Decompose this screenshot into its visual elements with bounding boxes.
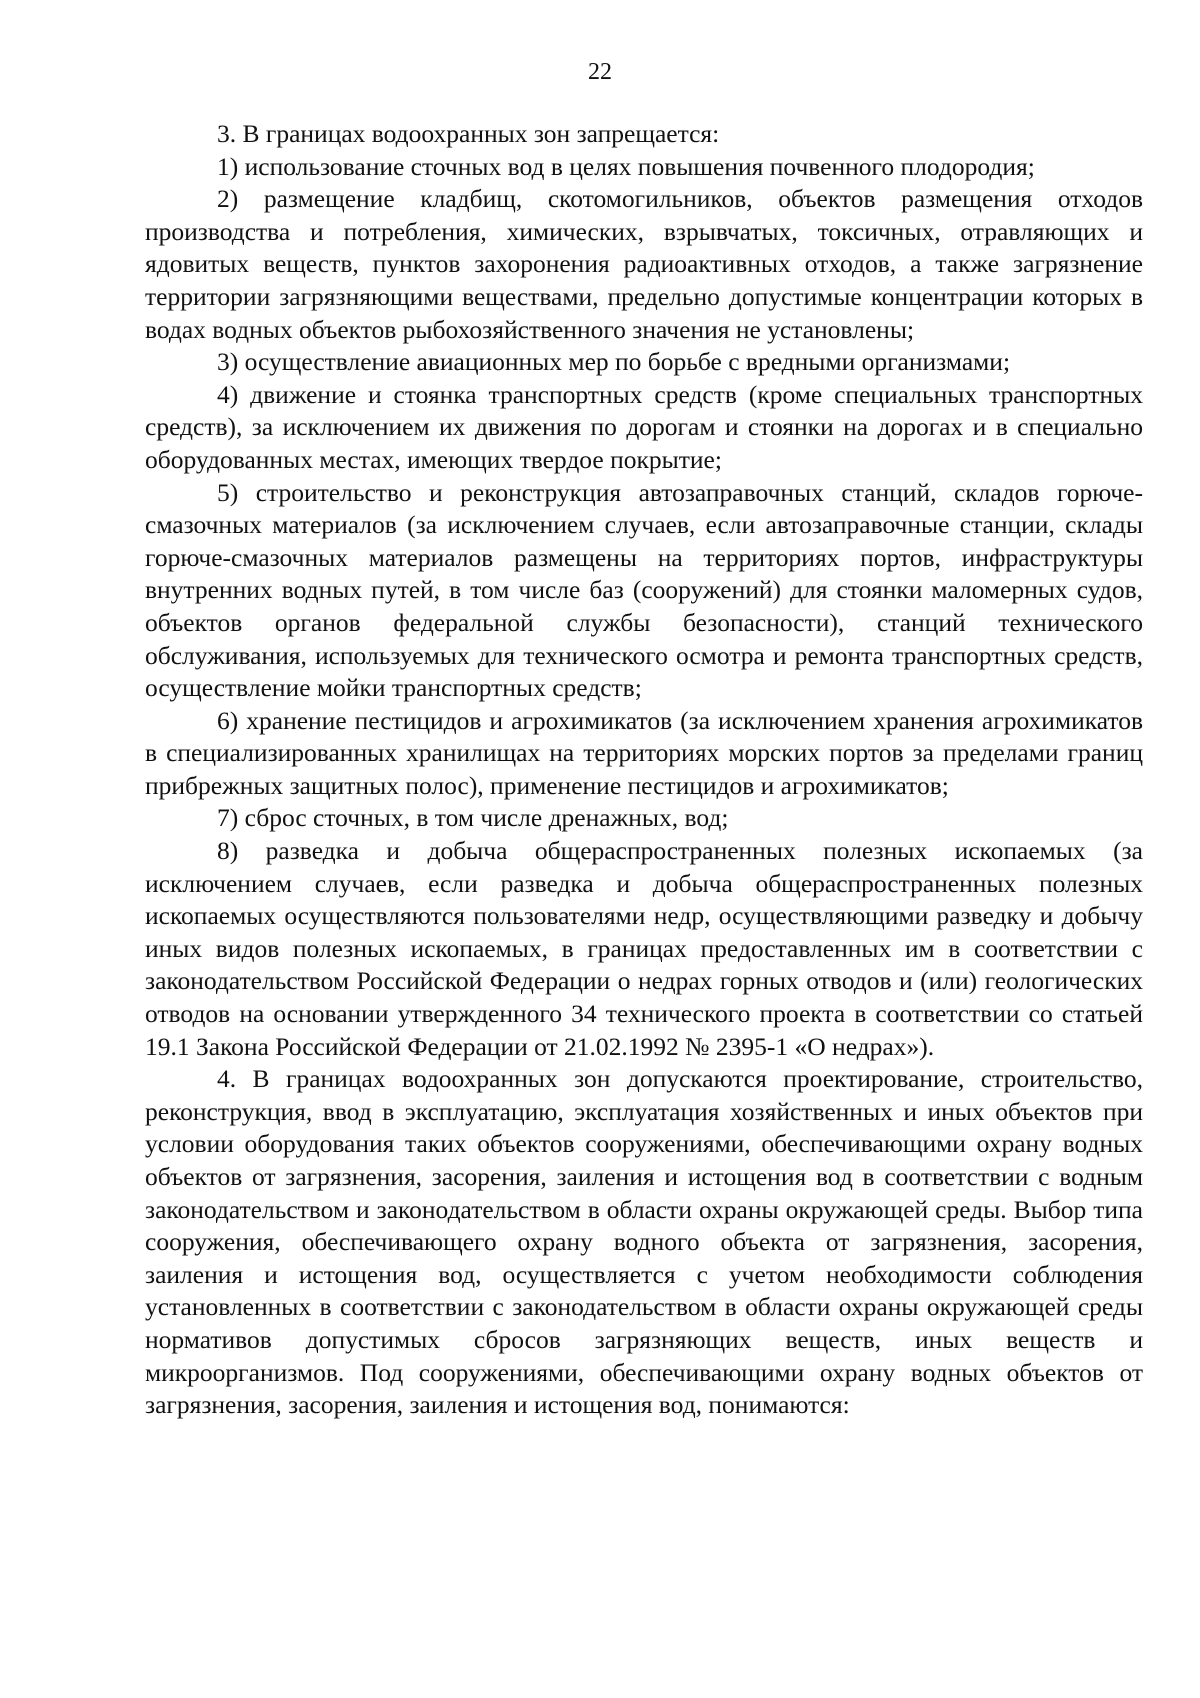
list-item-4: 4) движение и стоянка транспортных средств (кроме специальных транспортных средств), за исключением их движения по дорогам и стоянки на дорогах и в специально оборудованных местах, имеющих твердое покрытие; xyxy=(145,379,1143,474)
list-item-7: 7) сброс сточных, в том числе дренажных, вод; xyxy=(217,803,729,833)
document-body xyxy=(145,118,1143,1422)
paragraph-3-heading: 3. В границах водоохранных зон запрещается: xyxy=(217,119,720,148)
paragraph-4: 4. В границах водоохранных зон допускаются проектирование, строительство, реконструкция, ввод в эксплуатацию, эксплуатация хозяйственных и иных объектов при условии оборудования таких объектов сооружениями, обеспечивающими охрану водных объектов от загрязнения, засорения, заиления и истощения вод в соответствии с водным законодательством и законодательством в области охраны окружающей среды. Выбор типа сооружения, обеспечивающего охрану водного объекта от загрязнения, засорения, заиления и истощения вод, осуществляется с учетом необходимости соблюдения установленных в соответствии с законодательством в области охраны окружающей среды нормативов допустимых сбросов загрязняющих веществ, иных веществ и микроорганизмов. Под сооружениями, обеспечивающими охрану водных объектов от загрязнения, засорения, заиления и истощения вод, понимаются: xyxy=(145,1064,1143,1420)
list-item-8: 8) разведка и добыча общераспространенных полезных ископаемых (за исключением случаев, если разведка и добыча общераспространенных полезных ископаемых осуществляются пользователями недр, осуществляющими разведку и добычу иных видов полезных ископаемых, в границах предоставленных им в соответствии с законодательством Российской Федерации о недрах горных отводов и (или) геологических отводов на основании утвержденного 34 технического проекта в соответствии со статьей 19.1 Закона Российской Федерации от 21.02.1992 № 2395-1 «О недрах»). xyxy=(145,836,1143,1061)
page-number: 22 xyxy=(588,59,612,85)
list-item-6: 6) хранение пестицидов и агрохимикатов (за исключением хранения агрохимикатов в специализированных хранилищах на территориях морских портов за пределами границ прибрежных защитных полос), применение пестицидов и агрохимикатов; xyxy=(145,705,1143,800)
list-item-1: 1) использование сточных вод в целях повышения почвенного плодородия; xyxy=(217,151,1035,181)
list-item-5: 5) строительство и реконструкция автозаправочных станций, складов горюче-смазочных материалов (за исключением случаев, если автозаправочные станции, склады горюче-смазочных материалов размещены на территориях портов, инфраструктуры внутренних водных путей, в том числе баз (сооружений) для стоянки маломерных судов, объектов органов федеральной службы безопасности), станций технического обслуживания, используемых для технического осмотра и ремонта транспортных средств, осуществление мойки транспортных средств; xyxy=(145,477,1143,703)
list-item-3: 3) осуществление авиационных мер по борьбе с вредными организмами; xyxy=(217,347,1011,377)
list-item-2: 2) размещение кладбищ, скотомогильников, объектов размещения отходов производства и потребления, химических, взрывчатых, токсичных, отравляющих и ядовитых веществ, пунктов захоронения радиоактивных отходов, а также загрязнение территории загрязняющими веществами, предельно допустимые концентрации которых в водах водных объектов рыбохозяйственного значения не установлены; xyxy=(145,184,1143,344)
